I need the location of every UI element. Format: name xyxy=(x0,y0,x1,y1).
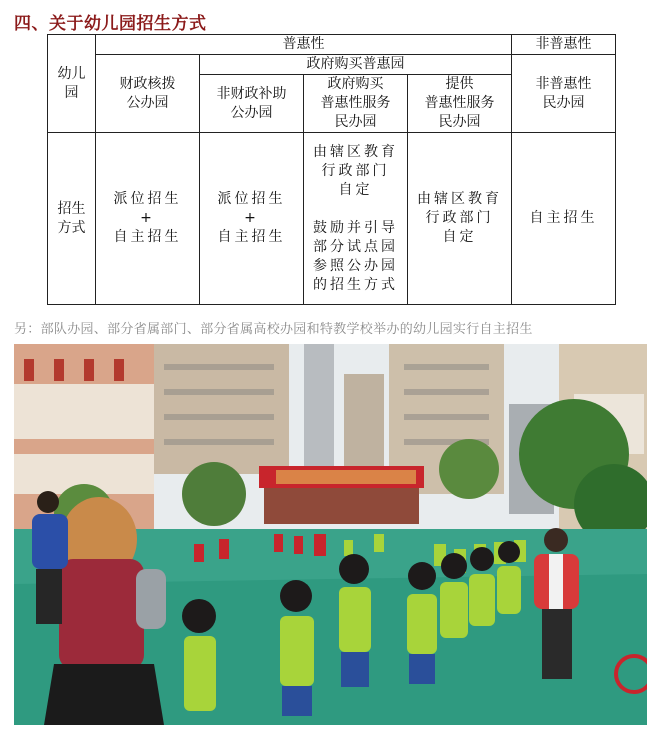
enrollment-cell-2: 派位招生 + 自主招生 xyxy=(200,133,304,305)
section-heading: 四、关于幼儿园招生方式 xyxy=(14,14,207,34)
group-header-fei-puhui: 非普惠性 xyxy=(512,35,616,55)
col-header-2: 非财政补助 公办园 xyxy=(200,75,304,133)
subgroup-header-gov-buy: 政府购买普惠园 xyxy=(200,55,512,75)
photo-illustration xyxy=(14,344,647,725)
enrollment-cell-1: 派位招生 + 自主招生 xyxy=(96,133,200,305)
enrollment-cell-4: 由辖区教育 行政部门 自定 xyxy=(408,133,512,305)
kindergarten-photo xyxy=(14,344,647,725)
enrollment-policy-table xyxy=(47,34,616,305)
footnote: 另：部队办园、部分省属部门、部分省属高校办园和特教学校举办的幼儿园实行自主招生 xyxy=(14,322,533,337)
col-header-3: 政府购买 普惠性服务 民办园 xyxy=(304,75,408,133)
col-header-1: 财政核拨 公办园 xyxy=(96,55,200,133)
group-header-puhui: 普惠性 xyxy=(96,35,512,55)
col-header-4: 提供 普惠性服务 民办园 xyxy=(408,75,512,133)
enrollment-cell-5: 自主招生 xyxy=(512,133,616,305)
enrollment-cell-3: 由辖区教育 行政部门 自定 鼓励并引导 部分试点园 参照公办园 的招生方式 xyxy=(304,133,408,305)
row-header-kindergarten: 幼儿 园 xyxy=(48,35,96,133)
row-header-enrollment: 招生 方式 xyxy=(48,133,96,305)
col-header-5: 非普惠性 民办园 xyxy=(512,55,616,133)
